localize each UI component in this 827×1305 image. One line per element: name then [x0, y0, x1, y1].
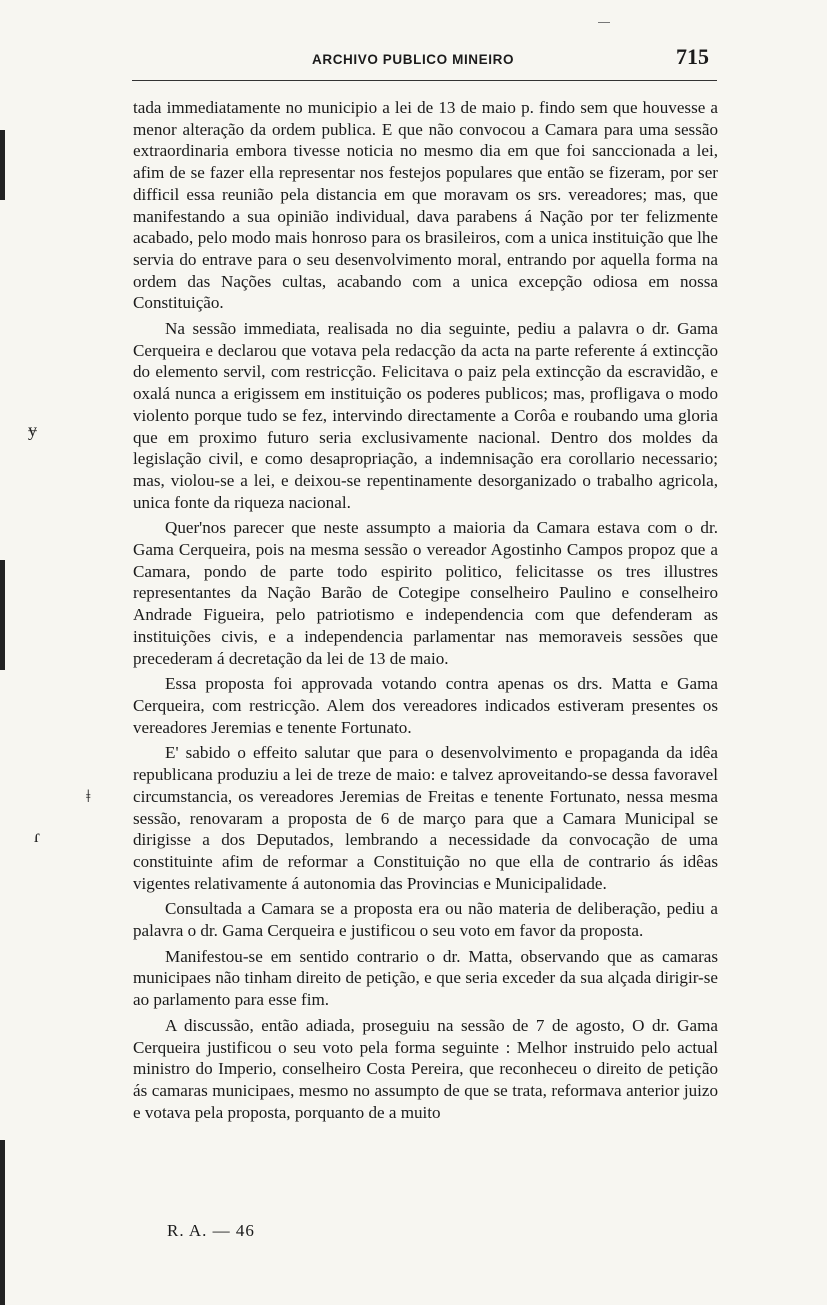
running-title: ARCHIVO PUBLICO MINEIRO	[312, 52, 515, 67]
header-rule	[132, 80, 717, 81]
page-header	[132, 44, 717, 74]
paragraph-3: Quer'nos parecer que neste assumpto a maioria da Camara estava com o dr. Gama Cerqueira, pois na mesma sessão o vereador Agostinho Campos propoz que a Camara, pondo de parte todo espirito politico, felicitasse os tres illustres representantes da Nação Barão de Cotegipe conselheiro Paulino e conselheiro Andrade Figueira, pelo patriotismo e independencia com que defenderam as instituições civis, e a independencia parlamentar nas memoraveis sessões que precederam á decretação da lei de 13 de maio.	[133, 518, 718, 668]
paragraph-4: Essa proposta foi approvada votando contra apenas os drs. Matta e Gama Cerqueira, com restricção. Alem dos vereadores indicados estiveram presentes os vereadores Jeremias e tenente Fortunato.	[133, 674, 718, 737]
paragraph-7: Manifestou-se em sentido contrario o dr. Matta, observando que as camaras municipaes não tinham direito de petição, e que seria exceder da sua alçada dirigir-se ao parlamento para esse fim.	[133, 946, 718, 1010]
paragraph-6: Consultada a Camara se a proposta era ou não materia de deliberação, pediu a palavra o dr. Gama Cerqueira e justificou o seu voto em favor da proposta.	[133, 899, 718, 941]
footer-signature: R. A. — 46	[167, 1221, 255, 1240]
margin-mark: ɏ	[28, 420, 37, 440]
paragraph-2: Na sessão immediata, realisada no dia seguinte, pediu a palavra o dr. Gama Cerqueira e declarou que votava pela redacção da acta na parte referente á extincção do elemento servil, com restricção. Felicitava o paiz pela extincção da escravidão, e oxalá nunca a erigissem em instituição os poderes publicos; mas, profligava o modo violento porque tudo se fez, intervindo directamente a Corôa e roubando uma gloria que em proximo futuro seria exclusivamente nacional. Dentro dos moldes da legislação civil, e como desapropriação, a indemnisação era corollario necessario; mas, violou-se a lei, e deixou-se repentinamente desorganizado o trabalho agricola, unica fonte da riqueza nacional.	[133, 319, 718, 512]
paragraph-8: A discussão, então adiada, proseguiu na sessão de 7 de agosto, O dr. Gama Cerqueira justificou o seu voto pela forma seguinte : Melhor instruido pelo actual ministro do Imperio, conselheiro Costa Pereira, que reconheceu o direito de petição ás camaras municipaes, mesmo no assumpto de que se trata, reformava anterior juizo e votava pela proposta, porquanto de a muito	[133, 1015, 718, 1122]
top-tick-mark	[598, 22, 610, 23]
page-number: 715	[676, 44, 709, 69]
binding-shadow	[0, 0, 6, 1305]
body-text	[133, 97, 718, 1127]
paragraph-5: E' sabido o effeito salutar que para o desenvolvimento e propaganda da idêa republicana produziu a lei de treze de maio: e talvez aproveitando-se dessa favoravel circumstancia, os vereadores Jeremias de Freitas e tenente Fortunato, nessa mesma sessão, renovaram a proposta de 6 de março para que a Camara Municipal se dirigisse a dos Deputados, lembrando a necessidade da convocação de uma constituinte afim de reformar a Constituição no que ella de contrario ás idêas vigentes relativamente á autonomia das Provincias e Municipalidade.	[133, 743, 718, 893]
paragraph-1: tada immediatamente no municipio a lei de 13 de maio p. findo sem que houvesse a menor alteração da ordem publica. E que não convocou a Camara para uma sessão extraordinaria embora tivesse noticia no mesmo dia em que foi sanccionada a lei, afim de se fazer ella representar nos festejos populares que então se fizeram, por ser difficil essa reunião pela distancia em que moravam os srs. vereadores; mas, que manifestando a sua opinião individual, dava parabens á Nação por ter felizmente acabado, pelo modo mais honroso para os brasileiros, com a unica instituição que lhe servia do entrave para o seu desenvolvimento moral, entrando por aquella forma na ordem das Nações cultas, acabando com a unica excepção odiosa em nossa Constituição.	[133, 98, 718, 313]
margin-mark: ǂ	[86, 786, 91, 806]
margin-mark: ɾ	[34, 826, 40, 846]
